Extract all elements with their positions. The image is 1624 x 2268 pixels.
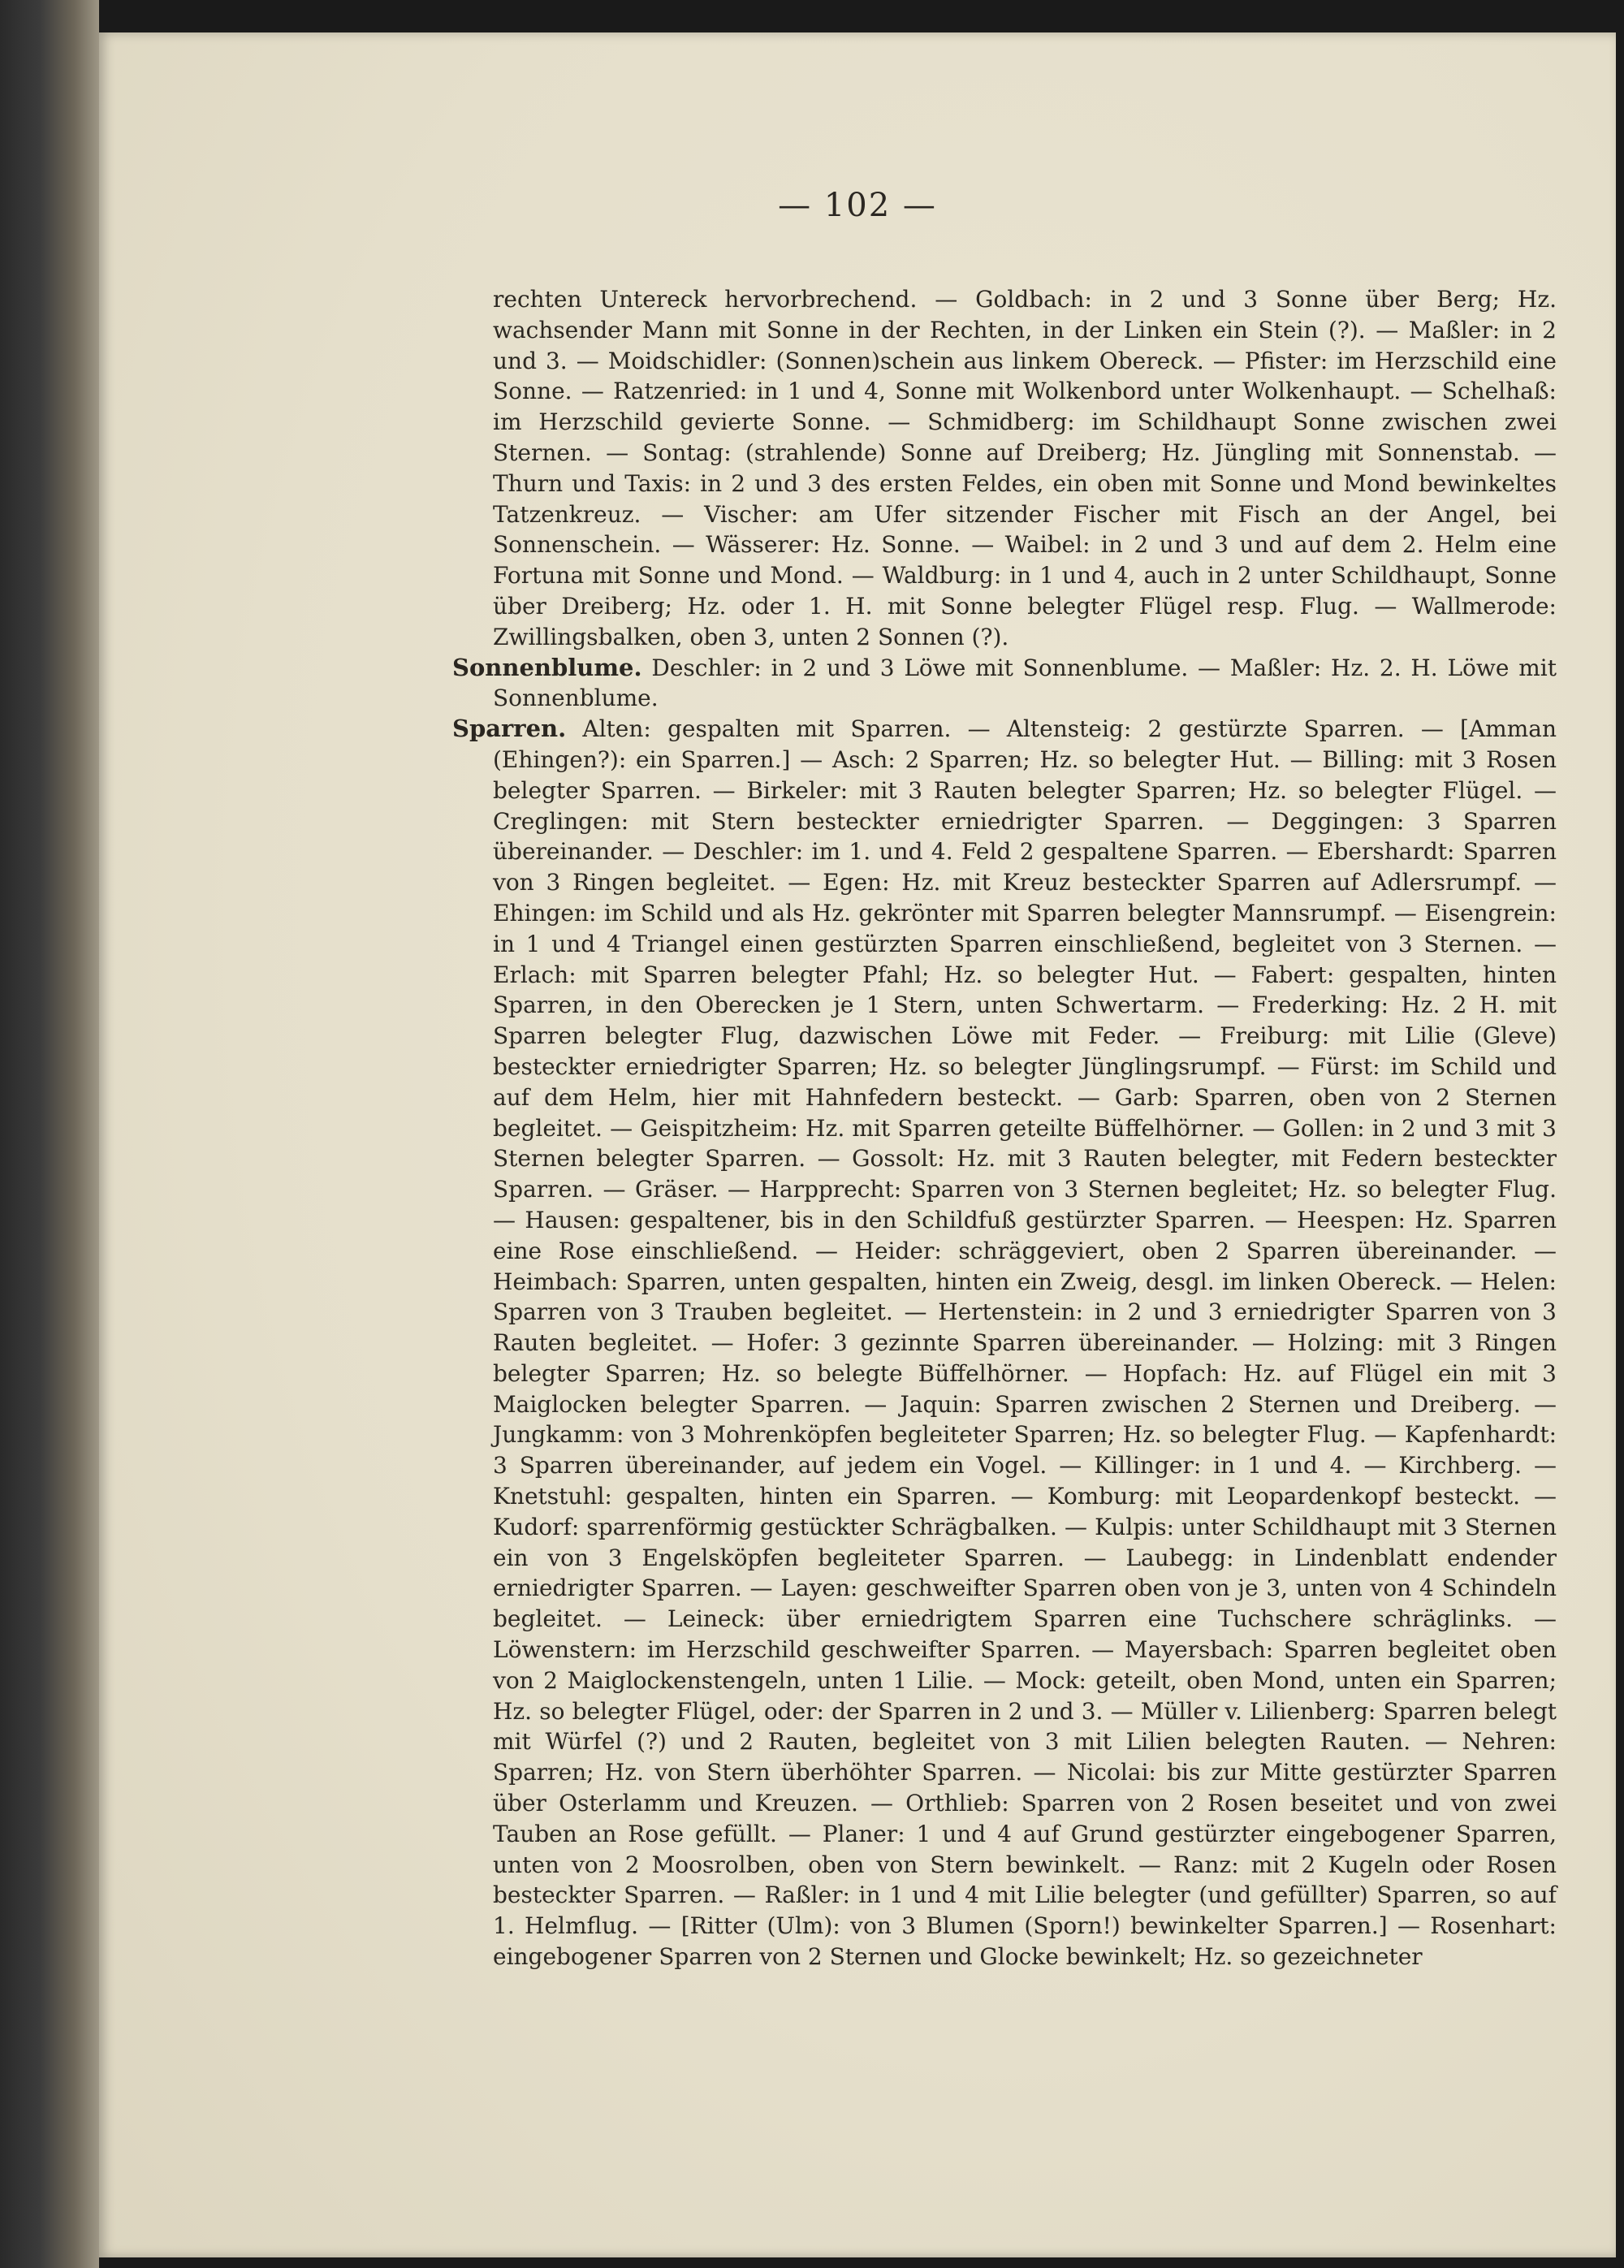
page-number: — 102 — xyxy=(778,187,937,224)
entry-text: Deschler: in 2 und 3 Löwe mit Sonnenblume. — Maßler: Hz. 2. H. Löwe mit Sonnenblume. xyxy=(493,654,1557,712)
entry-text: Alten: gespalten mit Sparren. — Altensteig: 2 gestürzte Sparren. — [Amman (Ehingen?): ein Sparren.] — Asch: 2 Sparren; Hz. so belegter Hut. — Billing: mit 3 Rosen belegter Sparren. — Birkeler: mit 3 Rauten belegter Sparren; Hz. so belegter Flügel. — Creglingen: mit Stern besteckter erniedrigter Sparren. — Deggingen: 3 Sparren übereinander. — Deschler: im 1. und 4. Feld 2 gespaltene Sparren. — Ebershardt: Sparren von 3 Ringen begleitet. — Egen: Hz. mit Kreuz besteckter Sparren auf Adlersrumpf. — Ehingen: im Schild und als Hz. gekrönter mit Sparren belegter Mannsrumpf. — Eisengrein: in 1 und 4 Triangel einen gestürzten Sparren einschließend, begleitet von 3 Sternen. — Erlach: mit Sparren belegter Pfahl; Hz. so belegter Hut. — Fabert: gespalten, hinten Sparren, in den Oberecken je 1 Stern, unten Schwertarm. — Frederking: Hz. 2 H. mit Sparren belegter Flug, dazwischen Löwe mit Feder. — Freiburg: mit Lilie (Gleve) besteckter erniedrigter Sparren; Hz. so belegter Jünglingsrumpf. — Fürst: im Schild und auf dem Helm, hier mit Hahnfedern besteckt. — Garb: Sparren, oben von 2 Sternen begleitet. — Geispitzheim: Hz. mit Sparren geteilte Büffelhörner. — Gollen: in 2 und 3 mit 3 Sternen belegter Sparren. — Gossolt: Hz. mit 3 Rauten belegter, mit Federn besteckter Sparren. — Gräser. — Harpprecht: Sparren von 3 Sternen begleitet; Hz. so belegter Flug. — Hausen: gespaltener, bis in den Schildfuß gestürzter Sparren. — Heespen: Hz. Sparren eine Rose einschließend. — Heider: schräggeviert, oben 2 Sparren übereinander. — Heimbach: Sparren, unten gespalten, hinten ein Zweig, desgl. im linken Obereck. — Helen: Sparren von 3 Trauben begleitet. — Hertenstein: in 2 und 3 erniedrigter Sparren von 3 Rauten begleitet. — Hofer: 3 gezinnte Sparren übereinander. — Holzing: mit 3 Ringen belegter Sparren; Hz. so belegte Büffelhörner. — Hopfach: Hz. auf Flügel ein mit 3 Maiglocken belegter Sparren. — Jaquin: Sparren zwischen 2 Sternen und Dreiberg. — Jungkamm: von 3 Mohrenköpfen begleiteter Sparren; Hz. so belegter Flug. — Kapfenhardt: 3 Sparren übereinander, auf jedem ein Vogel. — Killinger: in 1 und 4. — Kirchberg. — Knetstuhl: gespalten, hinten ein Sparren. — Komburg: mit Leopardenkopf besteckt. — Kudorf: sparrenförmig gestückter Schrägbalken. — Kulpis: unter Schildhaupt mit 3 Sternen ein von 3 Engelsköpfen begleiteter Sparren. — Laubegg: in Lindenblatt endender erniedrigter Sparren. — Layen: geschweifter Sparren oben von je 3, unten von 4 Schindeln begleitet. — Leineck: über erniedrigtem Sparren eine Tuchschere schräglinks. — Löwenstern: im Herzschild geschweifter Sparren. — Mayersbach: Sparren begleitet oben von 2 Maiglockenstengeln, unten 1 Lilie. — Mock: geteilt, oben Mond, unten ein Sparren; Hz. so belegter Flügel, oder: der Sparren in 2 und 3. — Müller v. Lilienberg: Sparren belegt mit Würfel (?) und 2 Rauten, begleitet von 3 mit Lilien belegten Rauten. — Nehren: Sparren; Hz. von Stern überhöhter Sparren. — Nicolai: bis zur Mitte gestürzter Sparren über Osterlamm und Kreuzen. — Orthlieb: Sparren von 2 Rosen beseitet und von zwei Tauben an Rose gefüllt. — Planer: 1 und 4 auf Grund gestürzter eingebogener Sparren, unten von 2 Moosrolben, oben von Stern bewinkelt. — Ranz: mit 2 Kugeln oder Rosen besteckter Sparren. — Raßler: in 1 und 4 mit Lilie belegter (und gefüllter) Sparren, so auf 1. Helmflug. — [Ritter (Ulm): von 3 Blumen (Sporn!) bewinkelter Sparren.] — Rosenhart: eingebogener Sparren von 2 Sternen und Glocke bewinkelt; Hz. so gezeichneter xyxy=(493,715,1557,1971)
body-text xyxy=(452,284,1557,1972)
entry-headword: Sonnenblume. xyxy=(452,653,642,681)
entry-headword: Sparren. xyxy=(452,715,567,743)
entry-sparren xyxy=(452,714,1557,1972)
entry-text: rechten Untereck hervorbrechend. — Goldbach: in 2 und 3 Sonne über Berg; Hz. wachsender Mann mit Sonne in der Rechten, in der Linken ein Stein (?). — Maßler: in 2 und 3. — Moidschidler: (Sonnen)schein aus linkem Obereck. — Pfister: im Herzschild eine Sonne. — Ratzenried: in 1 und 4, Sonne mit Wolkenbord unter Wolkenhaupt. — Schelhaß: im Herzschild gevierte Sonne. — Schmidberg: im Schildhaupt Sonne zwischen zwei Sternen. — Sontag: (strahlende) Sonne auf Dreiberg; Hz. Jüngling mit Sonnenstab. — Thurn und Taxis: in 2 und 3 des ersten Feldes, ein oben mit Sonne und Mond bewinkeltes Tatzenkreuz. — Vischer: am Ufer sitzender Fischer mit Fisch an der Angel, bei Sonnenschein. — Wässerer: Hz. Sonne. — Waibel: in 2 und 3 und auf dem 2. Helm eine Fortuna mit Sonne und Mond. — Waldburg: in 1 und 4, auch in 2 unter Schildhaupt, Sonne über Dreiberg; Hz. oder 1. H. mit Sonne belegter Flügel resp. Flug. — Wallmerode: Zwillingsbalken, oben 3, unten 2 Sonnen (?). xyxy=(493,286,1557,650)
scanned-page xyxy=(99,32,1616,2257)
entry-sonnenblume xyxy=(452,653,1557,715)
entry-continuation xyxy=(452,284,1557,653)
book-edge xyxy=(0,0,99,2268)
